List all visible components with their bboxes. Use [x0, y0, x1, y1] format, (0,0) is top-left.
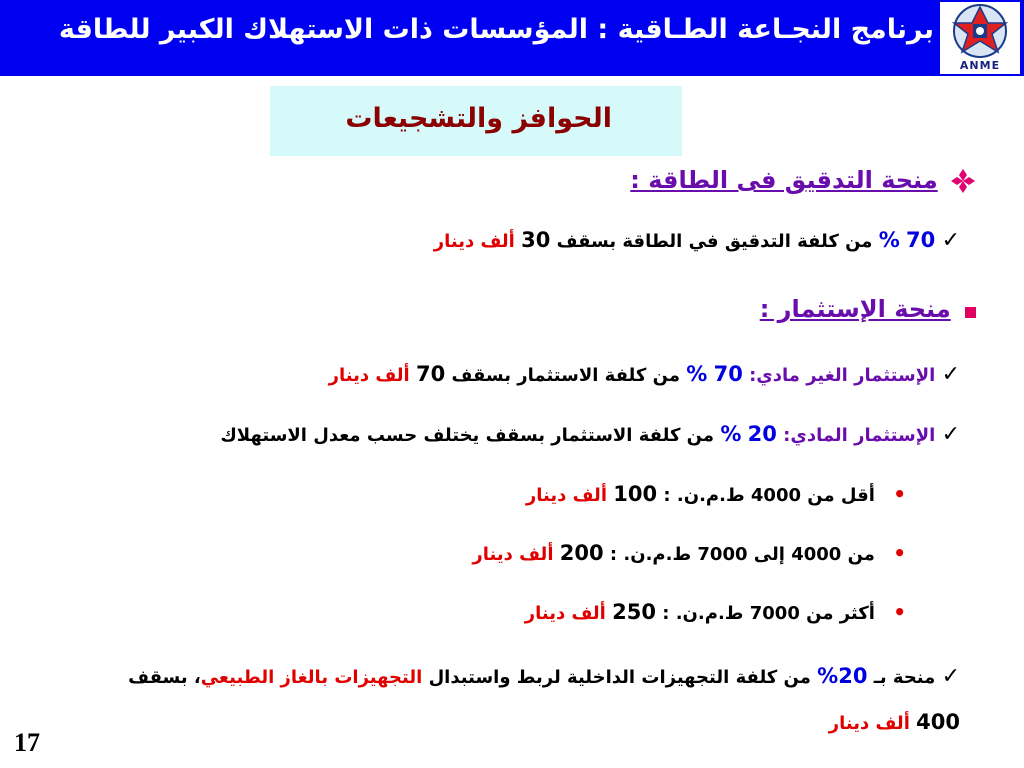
- gas-percent: 20%: [817, 664, 868, 688]
- section-audit-title: منحة التدقيق فى الطاقة :: [630, 166, 938, 194]
- section-audit-heading: [630, 166, 976, 199]
- slide-title: برنامج النجـاعة الطـاقية : المؤسسات ذات الاستهلاك الكبير للطاقة: [58, 14, 934, 45]
- checkmark-icon: ✓: [941, 422, 960, 447]
- intangible-text: من كلفة الاستثمار بسقف: [451, 365, 680, 386]
- intangible-unit: ألف دينار: [328, 365, 410, 386]
- dot-bullet-icon: •: [893, 600, 906, 624]
- tier-condition: أكثر من 7000 ط.م.ن. :: [662, 603, 875, 624]
- audit-unit: ألف دينار: [433, 231, 515, 252]
- logo-emblem-icon: [940, 2, 1020, 60]
- banner-title: الحوافز والتشجيعات: [345, 103, 612, 134]
- intangible-percent: 70: [713, 362, 743, 386]
- anme-logo: [940, 2, 1020, 74]
- page-number: 17: [14, 728, 40, 757]
- tier-unit: ألف دينار: [472, 544, 554, 565]
- gas-grant-line: [128, 664, 960, 689]
- logo-text: ANME: [959, 59, 1001, 72]
- tangible-percent-sign: %: [720, 422, 742, 446]
- square-bullet-icon: [965, 307, 976, 318]
- audit-cap: 30: [521, 228, 551, 252]
- section-investment-heading: [760, 295, 976, 323]
- gas-highlight: التجهيزات بالغاز الطبيعي: [200, 667, 423, 688]
- tier-unit: ألف دينار: [525, 485, 607, 506]
- tier-condition: أقل من 4000 ط.م.ن. :: [663, 485, 875, 506]
- tier-unit: ألف دينار: [524, 603, 606, 624]
- tier-condition: من 4000 إلى 7000 ط.م.ن. :: [609, 544, 875, 565]
- audit-text: من كلفة التدقيق في الطاقة بسقف: [556, 231, 873, 252]
- tier-row: [472, 541, 906, 565]
- intangible-label: الإستثمار الغير مادي:: [749, 365, 936, 386]
- audit-grant-line: [434, 228, 960, 253]
- tier-value: 200: [559, 541, 604, 565]
- gas-text: من كلفة التجهيزات الداخلية لربط واستبدال: [428, 667, 811, 688]
- checkmark-icon: ✓: [941, 228, 960, 253]
- gas-suffix: ، بسقف: [128, 667, 201, 688]
- intangible-cap: 70: [416, 362, 446, 386]
- audit-percent-sign: %: [878, 228, 900, 252]
- tier-row: [526, 482, 906, 506]
- gas-prefix: منحة بـ: [873, 667, 936, 688]
- gas-cap: 400: [916, 710, 960, 734]
- tier-row: [525, 600, 906, 624]
- intangible-percent-sign: %: [686, 362, 708, 386]
- checkmark-icon: ✓: [941, 664, 960, 689]
- subtitle-banner: [270, 86, 682, 156]
- header-bar: [0, 0, 1024, 76]
- tier-value: 100: [613, 482, 658, 506]
- intangible-investment-line: [329, 362, 960, 387]
- dot-bullet-icon: •: [893, 541, 906, 565]
- tangible-investment-line: [220, 422, 960, 447]
- tangible-percent: 20: [747, 422, 777, 446]
- tangible-label: الإستثمار المادي:: [783, 425, 936, 446]
- dot-bullet-icon: •: [893, 482, 906, 506]
- gas-cap-line: [829, 710, 960, 734]
- tier-value: 250: [612, 600, 656, 624]
- tangible-text: من كلفة الاستثمار بسقف يختلف حسب معدل الاستهلاك: [220, 425, 715, 446]
- audit-percent: 70: [906, 228, 936, 252]
- gas-unit: ألف دينار: [828, 713, 910, 734]
- diamond-bullet-icon: [950, 168, 976, 199]
- checkmark-icon: ✓: [941, 362, 960, 387]
- section-investment-title: منحة الإستثمار :: [759, 295, 951, 323]
